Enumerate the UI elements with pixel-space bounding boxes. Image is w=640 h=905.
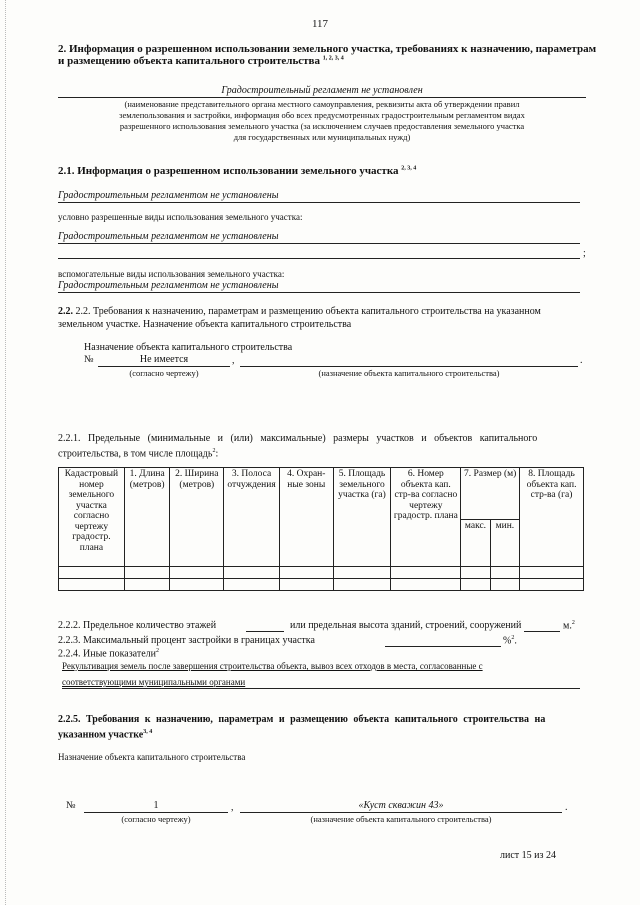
- other-indicators-line-2: соответствующими муниципальными органами: [62, 677, 246, 687]
- conditional-use-line: [58, 243, 580, 244]
- caption-drawing-2: (согласно чертежу): [121, 814, 191, 824]
- height-line: [524, 631, 560, 632]
- section-2-1-title: 2.1. Информация о разрешенном использовании земельного участка $^{2, 3, 4}$: [58, 165, 417, 177]
- header-max: макс.: [461, 520, 490, 567]
- other-indicators-line-1: Рекультивация земель после завершения строительства объекта, вывоз всех отходов в места, согласованные с: [62, 661, 483, 671]
- page-number: 117: [311, 18, 329, 30]
- regulation-line: [58, 97, 586, 98]
- object-purpose-line-2: [240, 812, 562, 813]
- object-number-line: [98, 366, 230, 367]
- object-purpose-line: [240, 366, 578, 367]
- section-2-2-2-label: 2.2.2. Предельное количество этажей: [58, 620, 217, 631]
- auxiliary-use-label: вспомогательные виды использования земельного участка:: [58, 269, 285, 279]
- period: .: [580, 355, 583, 366]
- number-sign-2: №: [66, 800, 76, 811]
- header-length: 1. Длина (метров): [124, 468, 170, 567]
- caption-purpose-2: (назначение объекта капитального строительства): [310, 814, 492, 824]
- object-purpose-value: «Куст скважин 43»: [358, 800, 444, 811]
- header-exclusion: 3. Полоса отчуждения: [224, 468, 280, 567]
- section-2-2-5-title: 2.2.5. Требования к назначению, параметрам и размещению объекта капитального строительства на указанном участке$^{3, 4}$: [58, 714, 546, 741]
- caption-drawing: (согласно чертежу): [129, 368, 199, 378]
- conditional-use-label: условно разрешенные виды использования земельного участка:: [58, 212, 303, 222]
- section-2-2-2-mid: или предельная высота зданий, строений, сооружений: [290, 620, 522, 631]
- parameters-table: [58, 467, 584, 591]
- header-cadastral: Кадастровый номер земельного участка согласно чертежу градостр. плана: [59, 468, 125, 567]
- conditional-use-value: Градостроительным регламентом не установлены: [58, 231, 279, 242]
- number-sign: №: [84, 354, 94, 365]
- percent-line: [385, 646, 501, 647]
- section-2-title: 2. Информация о разрешенном использовании земельного участка, требованиях к назначению, параметрам и размещению объекта капитального строительства $^{1, 2, 3, 4}$: [58, 43, 597, 67]
- section-2-2-3-label: 2.2.3. Максимальный процент застройки в границах участка: [58, 635, 315, 646]
- caption-purpose: (назначение объекта капитального строительства): [318, 368, 500, 378]
- floors-line: [246, 631, 284, 632]
- regulation-value: Градостроительный регламент не установлен: [221, 85, 423, 96]
- table-row: [59, 567, 584, 579]
- table-row: [59, 579, 584, 591]
- sheet-counter: лист 15 из 24: [500, 850, 556, 861]
- height-unit: м.$^2$: [563, 620, 575, 632]
- purpose-label-2: Назначение объекта капитального строительства: [58, 752, 246, 762]
- header-min: мин.: [490, 520, 519, 567]
- semicolon: ;: [583, 248, 586, 259]
- object-number-value-2: 1: [153, 800, 159, 811]
- percent-unit: %$^2$.: [503, 635, 517, 647]
- period-2: .: [565, 802, 568, 813]
- header-plot-area: 5. Площадь земельного участка (га): [333, 468, 391, 567]
- comma-2: ,: [231, 802, 234, 813]
- section-2-2-4-label: 2.2.4. Иные показатели$^2$: [58, 648, 160, 660]
- auxiliary-use-value: Градостроительным регламентом не установлены: [58, 280, 279, 291]
- header-object-area: 8. Площадь объекта кап. стр-ва (га): [520, 468, 584, 567]
- header-object-number: 6. Номер объекта кап. стр-ва согласно чертежу градостр. плана: [391, 468, 461, 567]
- main-use-value: Градостроительным регламентом не установлены: [58, 190, 279, 201]
- other-indicators-rule: [62, 688, 580, 689]
- auxiliary-use-line: [58, 292, 580, 293]
- section-2-2-1-text: 2.2.1. Предельные (минимальные и (или) максимальные) размеры участков и объектов капитального строительства, в том числе площадь$^2$:: [58, 433, 538, 460]
- header-width: 2. Ширина (метров): [170, 468, 224, 567]
- main-use-line: [58, 202, 580, 203]
- section-2-2-text: 2.2. 2.2. Требования к назначению, параметрам и размещению объекта капитального строительства на указанном земельном участке. Назначение объекта капитального строительства: [58, 306, 541, 330]
- object-number-line-2: [84, 812, 228, 813]
- object-number-value: Не имеется: [139, 354, 189, 365]
- regulation-caption: (наименование представительного органа местного самоуправления, реквизиты акта об утверждении правил землепользования и застройки, информация обо всех предусмотренных градостроительным регламентом видах разрешенного использования земельного участка (за исключением случаев предоставления земельного участка для государственных или муниципальных нужд): [119, 99, 525, 142]
- comma: ,: [232, 355, 235, 366]
- scan-edge: [0, 0, 6, 905]
- purpose-label: Назначение объекта капитального строительства: [84, 342, 293, 353]
- header-size: 7. Размер (м): [461, 468, 520, 520]
- header-protection: 4. Охран-ные зоны: [279, 468, 333, 567]
- conditional-use-line-2: [58, 258, 580, 259]
- table-header-row: [59, 468, 584, 520]
